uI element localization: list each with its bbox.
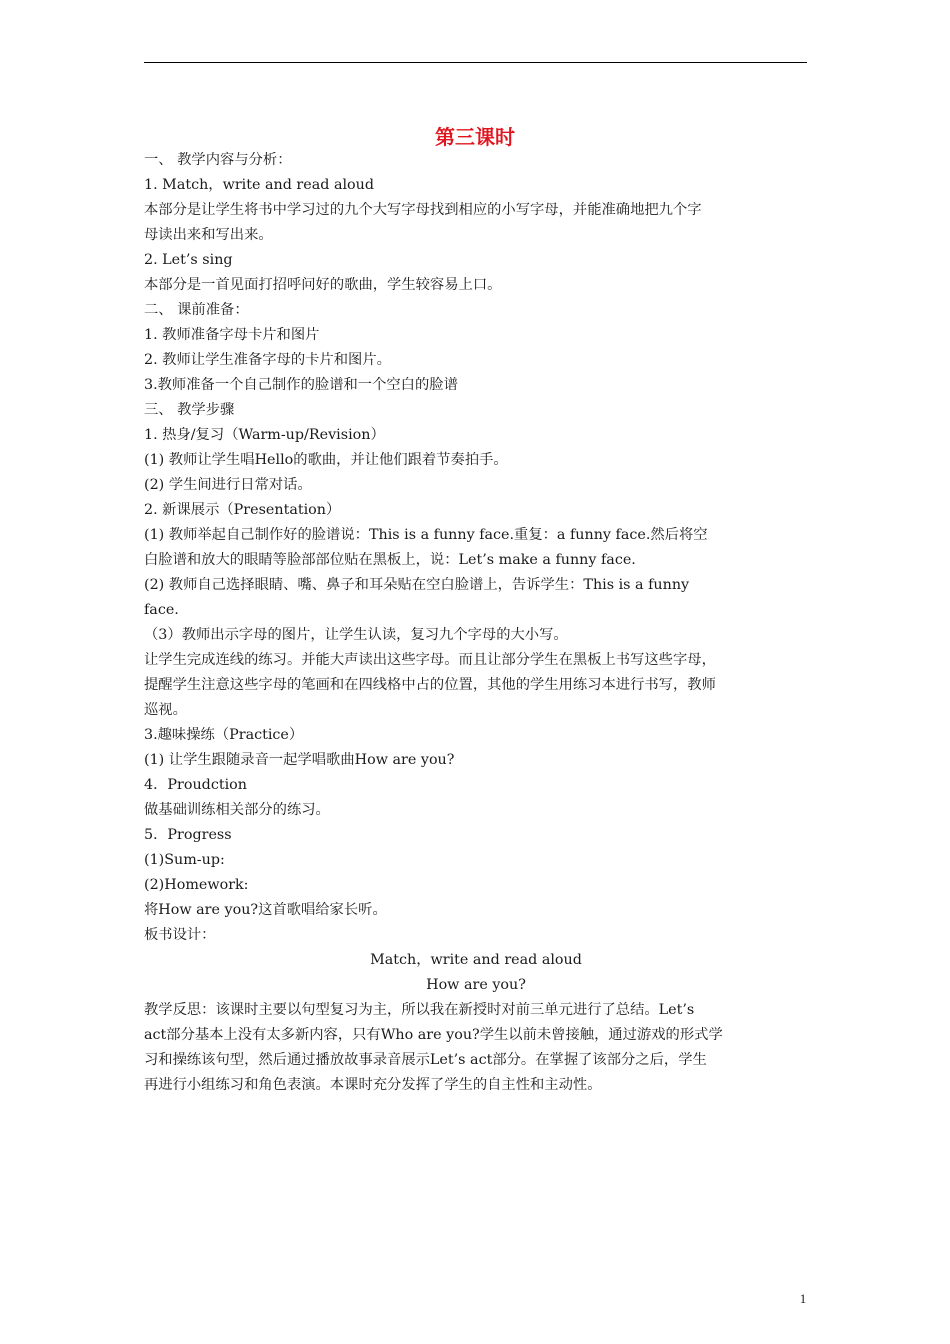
- reflection-line: 教学反思：该课时主要以句型复习为主，所以我在新授时对前三单元进行了总结。Let’s: [144, 1002, 695, 1018]
- body-line: 4．Proudction: [144, 777, 247, 793]
- body-line: (1) 教师举起自己制作好的脸谱说：This is a funny face.重复：a funny face.然后将空: [144, 527, 708, 543]
- body-line: （3）教师出示字母的图片，让学生认读，复习九个字母的大小写。: [144, 627, 568, 643]
- body-line: (2) 学生间进行日常对话。: [144, 477, 312, 493]
- board-design-label: 板书设计：: [144, 927, 216, 943]
- board-design-line: Match，write and read aloud: [370, 952, 582, 968]
- reflection-line: act部分基本上没有太多新内容，只有Who are you?学生以前未曾接触，通过游戏的形式学: [144, 1027, 723, 1043]
- header-rule: [144, 62, 807, 63]
- section-heading-1: 一、 教学内容与分析：: [144, 152, 292, 168]
- body-line: 白脸谱和放大的眼睛等脸部部位贴在黑板上，说：Let’s make a funny face.: [144, 552, 636, 568]
- document-body: [144, 148, 808, 1098]
- section-heading-3: 三、 教学步骤: [144, 402, 235, 418]
- body-line: face.: [144, 602, 179, 618]
- body-line: 提醒学生注意这些字母的笔画和在四线格中占的位置，其他的学生用练习本进行书写，教师: [144, 677, 716, 693]
- body-line: 让学生完成连线的练习。并能大声读出这些字母。而且让部分学生在黑板上书写这些字母，: [144, 652, 716, 668]
- body-line: (1)Sum-up:: [144, 852, 225, 868]
- body-line: 巡视。: [144, 702, 187, 718]
- board-design-line: How are you?: [426, 977, 526, 993]
- body-line: 3.趣味操练（Practice）: [144, 727, 304, 743]
- body-line: 1. Match，write and read aloud: [144, 177, 375, 193]
- body-line: 2. 教师让学生准备字母的卡片和图片。: [144, 352, 391, 368]
- body-line: 2. 新课展示（Presentation）: [144, 502, 341, 518]
- body-line: (2) 教师自己选择眼睛、嘴、鼻子和耳朵贴在空白脸谱上，告诉学生：This is a funny: [144, 577, 690, 593]
- reflection-line: 再进行小组练习和角色表演。本课时充分发挥了学生的自主性和主动性。: [144, 1077, 602, 1093]
- body-line: 1. 热身/复习（Warm-up/Revision）: [144, 427, 385, 443]
- body-line: (1) 让学生跟随录音一起学唱歌曲How are you?: [144, 752, 455, 768]
- body-line: (1) 教师让学生唱Hello的歌曲，并让他们跟着节奏拍手。: [144, 452, 508, 468]
- document-title: 第三课时: [435, 125, 515, 149]
- body-line: 3.教师准备一个自己制作的脸谱和一个空白的脸谱: [144, 377, 458, 393]
- body-line: 做基础训练相关部分的练习。: [144, 802, 330, 818]
- body-line: 2. Let’s sing: [144, 252, 233, 268]
- section-heading-2: 二、 课前准备：: [144, 302, 249, 318]
- page-number: 1: [799, 1291, 807, 1306]
- body-line: 本部分是让学生将书中学习过的九个大写字母找到相应的小写字母，并能准确地把九个字: [144, 202, 702, 218]
- body-line: (2)Homework:: [144, 877, 249, 893]
- body-line: 本部分是一首见面打招呼问好的歌曲，学生较容易上口。: [144, 277, 502, 293]
- body-line: 1. 教师准备字母卡片和图片: [144, 327, 320, 343]
- body-line: 母读出来和写出来。: [144, 227, 273, 243]
- body-line: 将How are you?这首歌唱给家长听。: [144, 902, 387, 918]
- reflection-line: 习和操练该句型，然后通过播放故事录音展示Let’s act部分。在掌握了该部分之后，学生: [144, 1052, 707, 1068]
- body-line: 5．Progress: [144, 827, 232, 843]
